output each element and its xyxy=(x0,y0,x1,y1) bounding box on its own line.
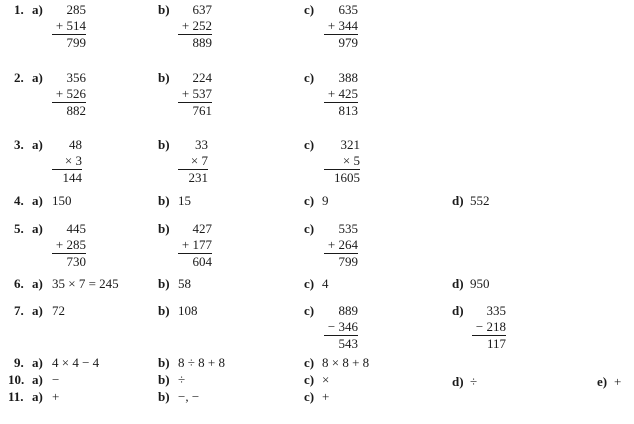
problem-2c-stack: 388 + 425 813 xyxy=(324,70,358,119)
problem-4-number: 4. xyxy=(14,193,24,208)
problem-7b-label: b) xyxy=(158,303,170,318)
problem-1c-label: c) xyxy=(304,2,315,17)
problem-6b-value: 58 xyxy=(178,276,191,291)
problem-7d-stack: 335 − 218 117 xyxy=(472,303,506,352)
problem-10d-label: d) xyxy=(452,374,464,389)
problem-11a-value: + xyxy=(52,389,60,404)
problem-4c-value: 9 xyxy=(322,193,329,208)
problem-2-number: 2. xyxy=(14,70,24,85)
problem-4d-label: d) xyxy=(452,193,464,208)
problem-5b-stack: 427 + 177 604 xyxy=(178,221,212,270)
problem-5c-label: c) xyxy=(304,221,315,236)
problem-4a-label: a) xyxy=(32,193,43,208)
problem-1b-label: b) xyxy=(158,2,170,17)
problem-2b-label: b) xyxy=(158,70,170,85)
problem-5a-stack: 445 + 285 730 xyxy=(52,221,86,270)
problem-10e-label: e) xyxy=(597,374,608,389)
problem-7c-stack: 889 − 346 543 xyxy=(324,303,358,352)
problem-11c-label: c) xyxy=(304,389,315,404)
problem-6-number: 6. xyxy=(14,276,24,291)
problem-9b-label: b) xyxy=(158,355,170,370)
problem-1a-label: a) xyxy=(32,2,43,17)
problem-7c-label: c) xyxy=(304,303,315,318)
problem-1c-stack: 635 + 344 979 xyxy=(324,2,358,51)
problem-9a-value: 4 × 4 − 4 xyxy=(52,355,100,370)
problem-10a-label: a) xyxy=(32,372,43,387)
problem-7-number: 7. xyxy=(14,303,24,318)
problem-5-number: 5. xyxy=(14,221,24,236)
problem-6c-label: c) xyxy=(304,276,315,291)
problem-2c-label: c) xyxy=(304,70,315,85)
problem-10b-label: b) xyxy=(158,372,170,387)
problem-7a-value: 72 xyxy=(52,303,65,318)
problem-10a-value: − xyxy=(52,372,60,387)
problem-5b-label: b) xyxy=(158,221,170,236)
problem-7b-value: 108 xyxy=(178,303,198,318)
problem-10e-value: + xyxy=(614,374,622,389)
problem-6a-value: 35 × 7 = 245 xyxy=(52,276,119,291)
problem-3b-stack: 33 × 7 231 xyxy=(178,137,208,186)
problem-9c-value: 8 × 8 + 8 xyxy=(322,355,370,370)
problem-9b-value: 8 ÷ 8 + 8 xyxy=(178,355,225,370)
problem-9a-label: a) xyxy=(32,355,43,370)
problem-6b-label: b) xyxy=(158,276,170,291)
problem-3c-stack: 321 × 5 1605 xyxy=(324,137,360,186)
problem-11b-label: b) xyxy=(158,389,170,404)
problem-2b-stack: 224 + 537 761 xyxy=(178,70,212,119)
problem-5a-label: a) xyxy=(32,221,43,236)
problem-3c-label: c) xyxy=(304,137,315,152)
problem-10-number: 10. xyxy=(8,372,25,387)
problem-1b-stack: 637 + 252 889 xyxy=(178,2,212,51)
problem-7d-label: d) xyxy=(452,303,464,318)
problem-2a-label: a) xyxy=(32,70,43,85)
problem-9-number: 9. xyxy=(14,355,24,370)
problem-2a-stack: 356 + 526 882 xyxy=(52,70,86,119)
problem-11-number: 11. xyxy=(8,389,24,404)
problem-4d-value: 552 xyxy=(470,193,490,208)
problem-10c-value: × xyxy=(322,372,330,387)
problem-11a-label: a) xyxy=(32,389,43,404)
problem-7a-label: a) xyxy=(32,303,43,318)
problem-3a-label: a) xyxy=(32,137,43,152)
problem-3a-stack: 48 × 3 144 xyxy=(52,137,82,186)
problem-4b-label: b) xyxy=(158,193,170,208)
problem-10b-value: ÷ xyxy=(178,372,186,387)
problem-11c-value: + xyxy=(322,389,330,404)
problem-10d-value: ÷ xyxy=(470,374,478,389)
problem-6d-value: 950 xyxy=(470,276,490,291)
problem-6d-label: d) xyxy=(452,276,464,291)
problem-1a-stack: 285 + 514 799 xyxy=(52,2,86,51)
problem-3b-label: b) xyxy=(158,137,170,152)
problem-4c-label: c) xyxy=(304,193,315,208)
problem-5c-stack: 535 + 264 799 xyxy=(324,221,358,270)
problem-10c-label: c) xyxy=(304,372,315,387)
problem-3-number: 3. xyxy=(14,137,24,152)
problem-4b-value: 15 xyxy=(178,193,191,208)
problem-6a-label: a) xyxy=(32,276,43,291)
problem-9c-label: c) xyxy=(304,355,315,370)
problem-11b-value: −, − xyxy=(178,389,200,404)
problem-6c-value: 4 xyxy=(322,276,329,291)
problem-1-number: 1. xyxy=(14,2,24,17)
problem-4a-value: 150 xyxy=(52,193,72,208)
